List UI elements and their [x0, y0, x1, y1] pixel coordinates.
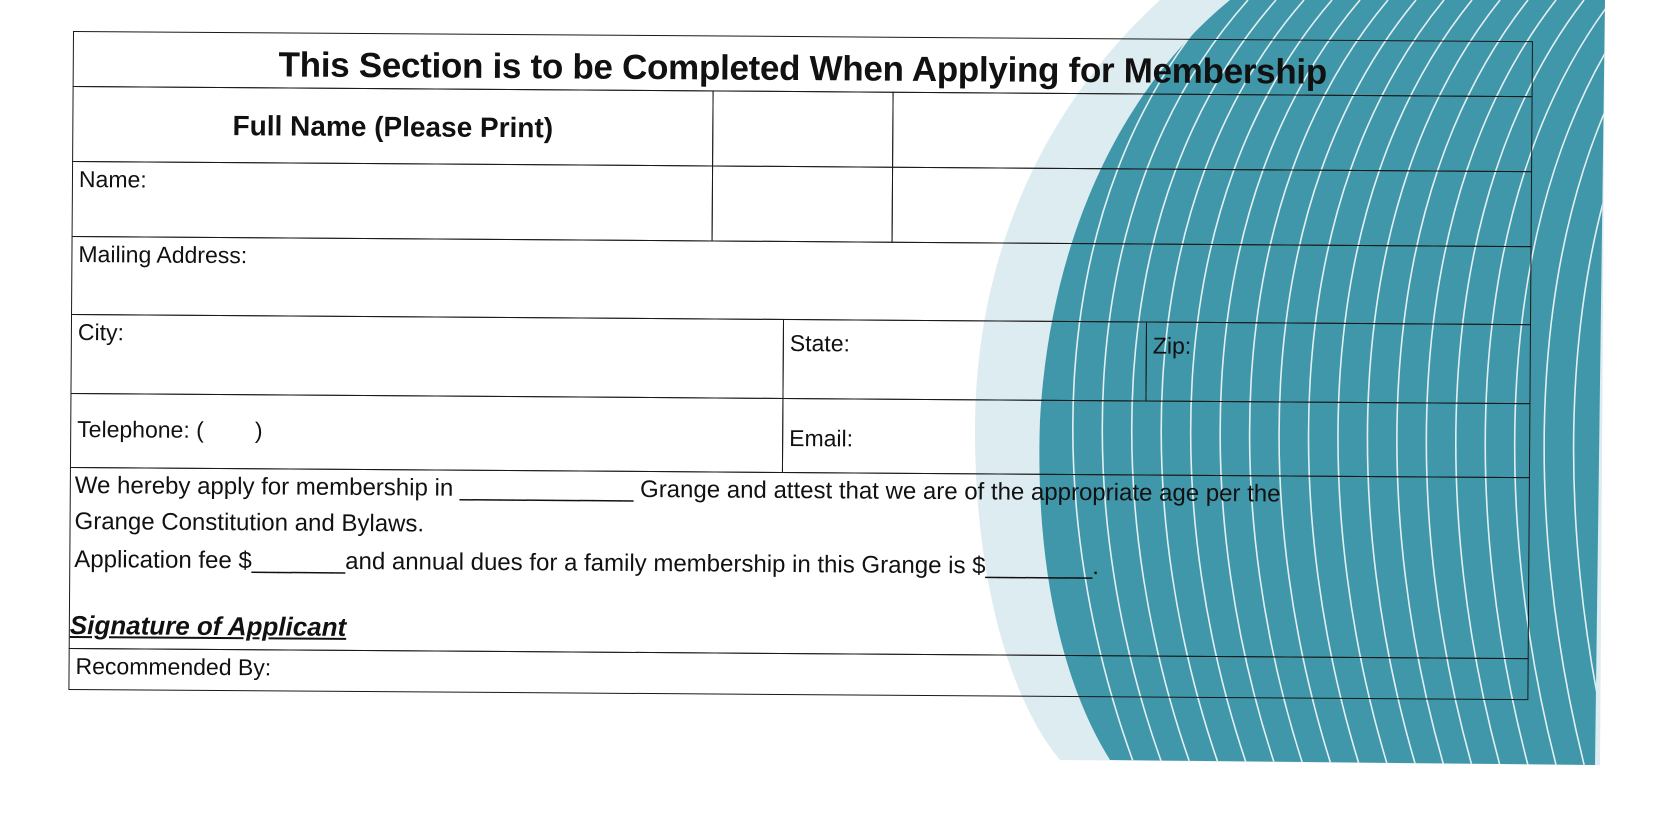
full-name-header: Full Name (Please Print)	[232, 110, 554, 144]
state-field[interactable]	[782, 319, 1147, 402]
header-extra-cell-2	[892, 92, 1533, 172]
name-field-extra-1[interactable]	[712, 165, 894, 242]
fee-line: Application fee $_______and annual dues for a family membership in this Grange is $________.	[74, 546, 1100, 581]
city-field[interactable]	[70, 314, 784, 399]
name-label: Name:	[78, 166, 147, 193]
name-field-extra-2[interactable]	[892, 167, 1533, 247]
email-label: Email:	[789, 425, 854, 452]
zip-field[interactable]	[1145, 321, 1531, 404]
wave-stripe	[1603, 0, 1671, 780]
telephone-field[interactable]	[70, 393, 784, 473]
zip-label: Zip:	[1152, 332, 1192, 359]
city-label: City:	[77, 319, 124, 346]
statement-line-1: We hereby apply for membership in _____________ Grange and attest that we are of the appropriate age per the	[74, 472, 1281, 508]
header-extra-cell-1	[712, 90, 894, 167]
statement-line-2: Grange Constitution and Bylaws.	[74, 508, 425, 538]
membership-application-form	[69, 32, 1534, 742]
signature-label: Signature of Applicant	[69, 609, 347, 642]
statement-block	[69, 467, 1530, 659]
full-name-header-cell	[72, 86, 714, 166]
email-field[interactable]	[782, 398, 1531, 478]
form-title: This Section is to be Completed When Applying for Membership	[278, 45, 1328, 92]
recommended-by-label: Recommended By:	[75, 653, 272, 681]
recommended-by-field[interactable]	[68, 648, 1528, 700]
telephone-label: Telephone: ( )	[77, 416, 263, 444]
wave-stripe	[1632, 0, 1671, 780]
name-field[interactable]	[72, 161, 714, 241]
state-label: State:	[789, 330, 851, 357]
mailing-address-label: Mailing Address:	[78, 241, 248, 269]
mailing-address-field[interactable]	[71, 236, 1532, 325]
